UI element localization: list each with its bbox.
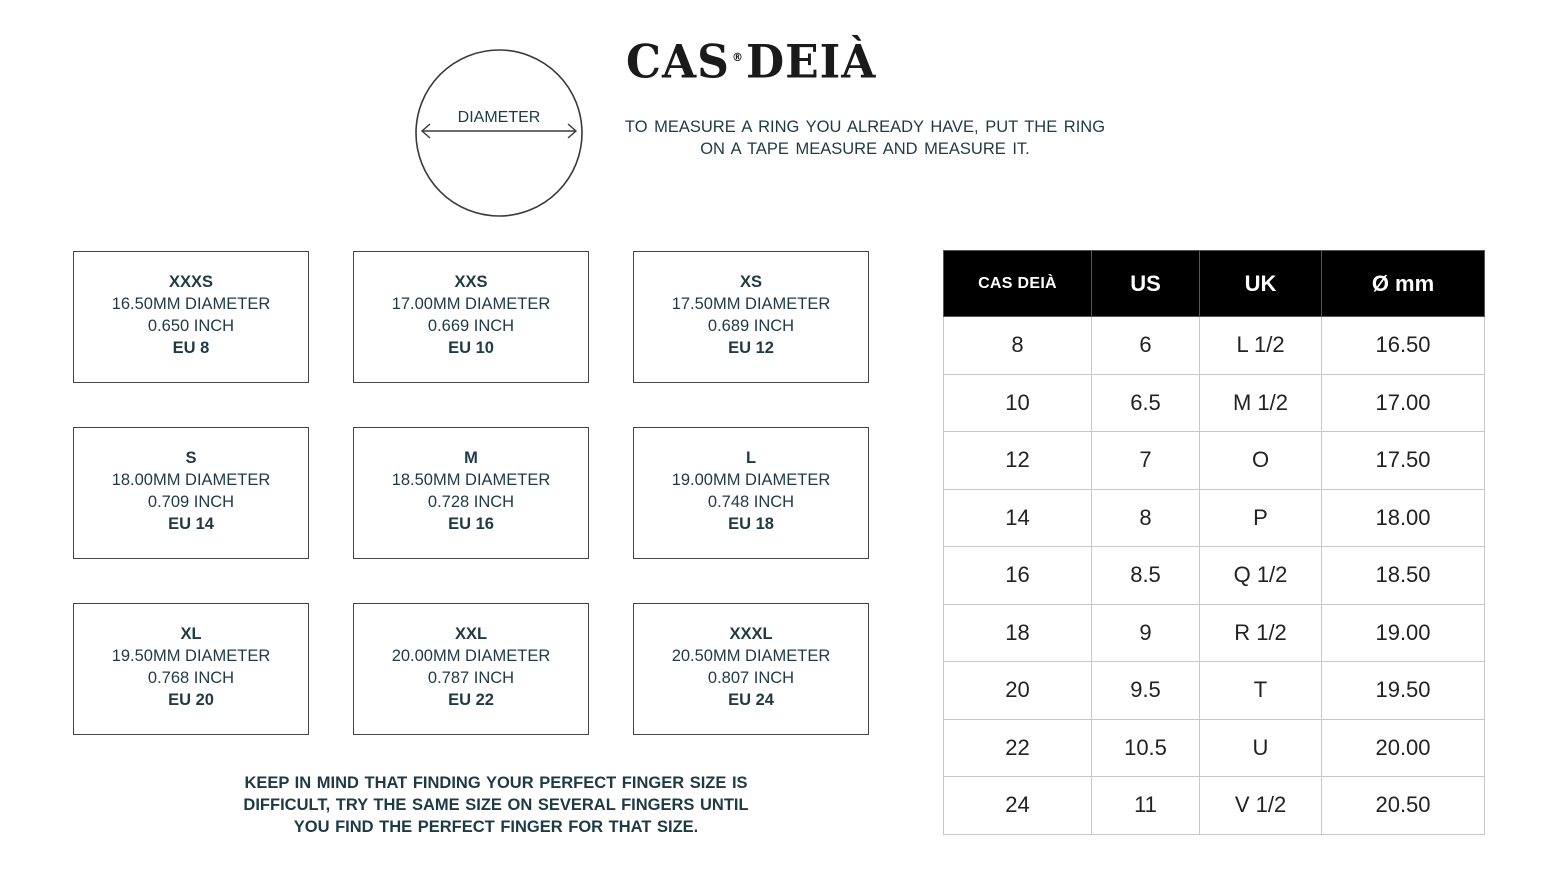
size-eu: EU 12 xyxy=(728,339,774,357)
size-card-xxxs xyxy=(73,251,309,383)
size-conversion-table xyxy=(943,250,1485,835)
size-card-m xyxy=(353,427,589,559)
size-inch: 0.709 INCH xyxy=(147,493,235,511)
table-row xyxy=(944,719,1485,777)
size-card-xxs xyxy=(353,251,589,383)
size-inch: 0.669 INCH xyxy=(427,317,515,335)
cell-cas-deia: 20 xyxy=(944,662,1092,720)
size-eu: EU 8 xyxy=(172,339,210,357)
cell-uk: Q 1/2 xyxy=(1200,547,1322,605)
size-name: XL xyxy=(180,625,202,643)
cell-cas-deia: 14 xyxy=(944,489,1092,547)
table-row xyxy=(944,662,1485,720)
size-card-xs xyxy=(633,251,869,383)
diameter-diagram xyxy=(410,45,588,221)
table-row xyxy=(944,374,1485,432)
measure-instructions: TO MEASURE A RING YOU ALREADY HAVE, PUT THE RING ON A TAPE MEASURE AND MEASURE IT. xyxy=(624,118,1106,158)
size-card-xxxl xyxy=(633,603,869,735)
cell-mm: 19.00 xyxy=(1322,604,1485,662)
cell-cas-deia: 10 xyxy=(944,374,1092,432)
size-diameter: 20.00MM DIAMETER xyxy=(391,647,551,665)
size-diameter: 19.50MM DIAMETER xyxy=(111,647,271,665)
size-eu: EU 24 xyxy=(728,691,774,709)
cell-cas-deia: 24 xyxy=(944,777,1092,835)
cell-cas-deia: 22 xyxy=(944,719,1092,777)
size-card-s xyxy=(73,427,309,559)
size-name: XXXS xyxy=(168,273,214,291)
cell-uk: V 1/2 xyxy=(1200,777,1322,835)
cell-cas-deia: 16 xyxy=(944,547,1092,605)
cell-mm: 20.00 xyxy=(1322,719,1485,777)
size-inch: 0.807 INCH xyxy=(707,669,795,687)
size-diameter: 17.00MM DIAMETER xyxy=(391,295,551,313)
cell-us: 8.5 xyxy=(1092,547,1200,605)
size-inch: 0.650 INCH xyxy=(147,317,235,335)
size-eu: EU 10 xyxy=(448,339,494,357)
header-us: US xyxy=(1092,251,1200,317)
cell-us: 6 xyxy=(1092,317,1200,375)
cell-us: 11 xyxy=(1092,777,1200,835)
cell-uk: M 1/2 xyxy=(1200,374,1322,432)
size-card-xl xyxy=(73,603,309,735)
size-inch: 0.787 INCH xyxy=(427,669,515,687)
size-diameter: 19.00MM DIAMETER xyxy=(671,471,831,489)
size-name: S xyxy=(185,449,197,467)
size-inch: 0.748 INCH xyxy=(707,493,795,511)
cell-mm: 18.50 xyxy=(1322,547,1485,605)
table-header-row xyxy=(944,251,1485,317)
cell-us: 10.5 xyxy=(1092,719,1200,777)
size-name: L xyxy=(745,449,757,467)
cell-uk: U xyxy=(1200,719,1322,777)
fitting-note: KEEP IN MIND THAT FINDING YOUR PERFECT FINGER SIZE IS DIFFICULT, TRY THE SAME SIZE ON SEVERAL FINGERS UNTIL YOU FIND THE PERFECT FINGER FOR THAT SIZE. xyxy=(243,774,749,836)
size-card-l xyxy=(633,427,869,559)
cell-mm: 17.00 xyxy=(1322,374,1485,432)
diameter-label: DIAMETER xyxy=(457,109,541,126)
cell-us: 8 xyxy=(1092,489,1200,547)
brand-name-right: DEIÀ xyxy=(745,35,877,90)
size-diameter: 17.50MM DIAMETER xyxy=(671,295,831,313)
table-row xyxy=(944,604,1485,662)
header-diameter-mm: Ø mm xyxy=(1322,251,1485,317)
size-eu: EU 22 xyxy=(448,691,494,709)
size-name: XXS xyxy=(454,273,488,291)
size-diameter: 18.00MM DIAMETER xyxy=(111,471,271,489)
size-name: XXL xyxy=(454,625,488,643)
cell-cas-deia: 18 xyxy=(944,604,1092,662)
size-eu: EU 20 xyxy=(168,691,214,709)
size-inch: 0.768 INCH xyxy=(147,669,235,687)
cell-uk: O xyxy=(1200,432,1322,490)
size-diameter: 18.50MM DIAMETER xyxy=(391,471,551,489)
brand-name-left: CAS xyxy=(626,35,730,90)
cell-uk: T xyxy=(1200,662,1322,720)
size-name: M xyxy=(464,449,478,467)
table-row xyxy=(944,777,1485,835)
cell-uk: L 1/2 xyxy=(1200,317,1322,375)
size-diameter: 20.50MM DIAMETER xyxy=(671,647,831,665)
table-row xyxy=(944,317,1485,375)
cell-us: 9.5 xyxy=(1092,662,1200,720)
size-eu: EU 16 xyxy=(448,515,494,533)
cell-mm: 16.50 xyxy=(1322,317,1485,375)
cell-us: 7 xyxy=(1092,432,1200,490)
size-inch: 0.728 INCH xyxy=(427,493,515,511)
size-name: XXXL xyxy=(729,625,773,643)
cell-cas-deia: 8 xyxy=(944,317,1092,375)
cell-us: 9 xyxy=(1092,604,1200,662)
cell-mm: 18.00 xyxy=(1322,489,1485,547)
size-inch: 0.689 INCH xyxy=(707,317,795,335)
ring-circle-icon xyxy=(416,50,582,216)
brand-logo xyxy=(626,29,877,90)
size-name: XS xyxy=(739,273,762,291)
cell-uk: R 1/2 xyxy=(1200,604,1322,662)
header-cas-deia: CAS DEIÀ xyxy=(944,251,1092,317)
header-uk: UK xyxy=(1200,251,1322,317)
cell-cas-deia: 12 xyxy=(944,432,1092,490)
table-row xyxy=(944,547,1485,605)
size-card-xxl xyxy=(353,603,589,735)
cell-uk: P xyxy=(1200,489,1322,547)
registered-mark: ® xyxy=(731,50,744,65)
cell-us: 6.5 xyxy=(1092,374,1200,432)
size-diameter: 16.50MM DIAMETER xyxy=(111,295,271,313)
cell-mm: 20.50 xyxy=(1322,777,1485,835)
table-row xyxy=(944,489,1485,547)
table-row xyxy=(944,432,1485,490)
size-eu: EU 14 xyxy=(168,515,214,533)
cell-mm: 17.50 xyxy=(1322,432,1485,490)
size-eu: EU 18 xyxy=(728,515,774,533)
cell-mm: 19.50 xyxy=(1322,662,1485,720)
